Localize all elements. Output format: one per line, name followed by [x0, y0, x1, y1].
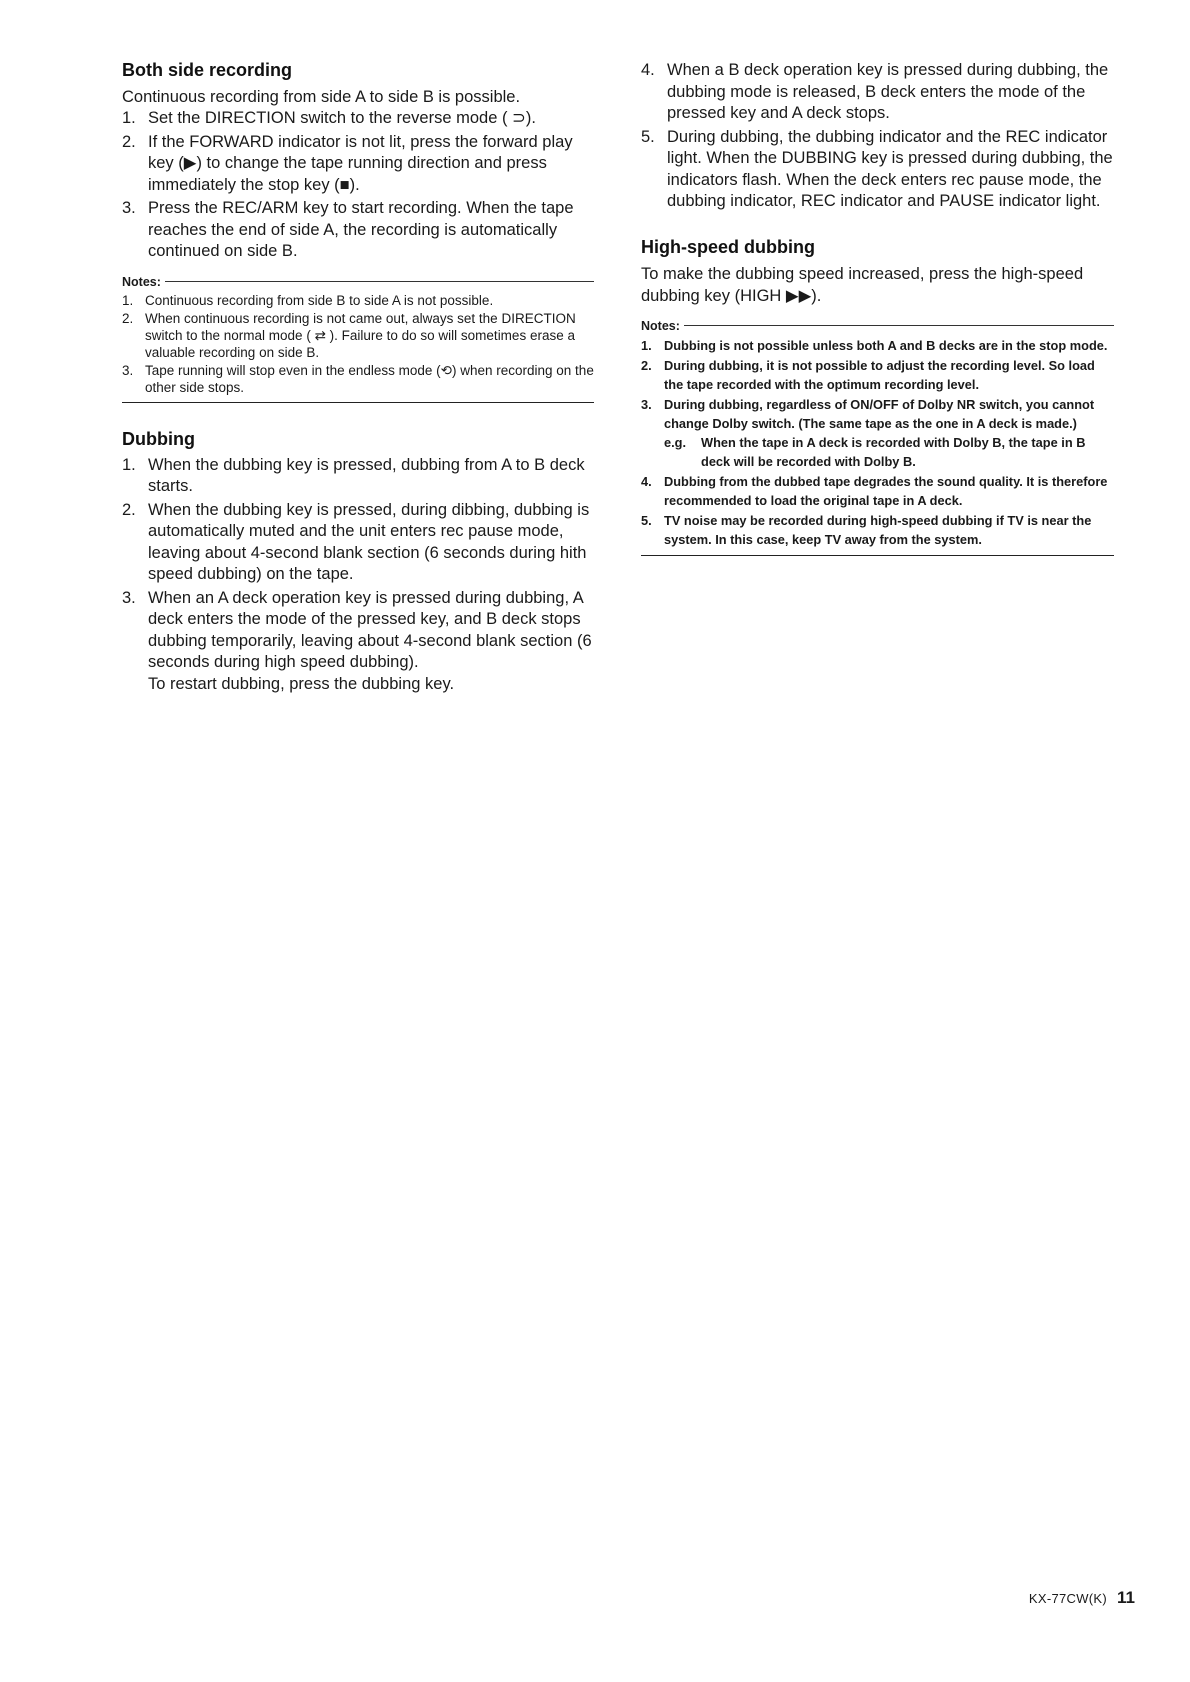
step-item: 1. When the dubbing key is pressed, dubbing from A to B deck starts. — [122, 455, 585, 495]
both-side-recording-title: Both side recording — [122, 60, 293, 80]
high-speed-dubbing-section — [641, 237, 1114, 556]
notes-rule — [165, 281, 594, 282]
step-item: 3. Press the REC/ARM key to start recording. When the tape reaches the end of side A, the recording is automatically continued on side B. — [122, 199, 574, 260]
step-item: 2. When the dubbing key is pressed, during dibbing, dubbing is automatically muted and the unit enters rec pause mode, leaving about 4-second blank section (6 seconds during hith speed dubbing) on the tape. — [122, 500, 590, 583]
right-column — [641, 60, 1114, 556]
note-item: 3. Tape running will stop even in the endless mode (⟲) when recording on the other side stops. — [122, 362, 594, 395]
dubbing-continued-section — [641, 60, 1114, 213]
both-side-steps — [122, 108, 594, 263]
note-item: 1. Continuous recording from side B to side A is not possible. — [122, 292, 494, 308]
restart-dubbing-text: To restart dubbing, press the dubbing key. — [148, 674, 455, 693]
notes-end-rule — [641, 555, 1114, 556]
note-item: 2. During dubbing, it is not possible to adjust the recording level. So load the tape recorded with the optimum recording level. — [641, 357, 1095, 392]
note-item: 2. When continuous recording is not came out, always set the DIRECTION switch to the normal mode ( ⇄ ). Failure to do so will sometimes erase a valuable recording on side B. — [122, 310, 576, 360]
note-item: 4. Dubbing from the dubbed tape degrades the sound quality. It is therefore recommended to load the original tape in A deck. — [641, 473, 1108, 508]
high-speed-dubbing-intro: To make the dubbing speed increased, press the high-speed dubbing key (HIGH ▶▶). — [641, 264, 1084, 305]
dubbing-title: Dubbing — [122, 428, 195, 449]
note-item: 3. During dubbing, regardless of ON/OFF of Dolby NR switch, you cannot change Dolby switch. (The same tape as the one in A deck is made.) e.g. When the tape in A deck is recorded with Dolby B, the tape in B deck will be recorded with Dolby B. — [641, 395, 1114, 471]
step-item: 1. Set the DIRECTION switch to the reverse mode ( ⊃). — [122, 109, 536, 127]
step-item: 5. During dubbing, the dubbing indicator and the REC indicator light. When the DUBBING key is pressed during dubbing, the indicators flash. When the deck enters rec pause mode, the dubbing indicator, REC indicator and PAUSE indicator light. — [641, 127, 1113, 210]
note-item: 1. Dubbing is not possible unless both A and B decks are in the stop mode. — [641, 337, 1108, 353]
both-side-recording-section — [122, 60, 594, 403]
both-side-recording-intro: Continuous recording from side A to side B is possible. — [122, 88, 521, 106]
page-footer — [1029, 1588, 1135, 1608]
dubbing-steps-continued — [641, 60, 1114, 213]
dubbing-steps — [122, 455, 594, 696]
page-number: 11 — [1117, 1588, 1135, 1607]
notes-list — [122, 292, 594, 396]
notes-heading: Notes: — [641, 319, 1114, 333]
step-item: 3. When an A deck operation key is pressed during dubbing, A deck enters the mode of the pressed key, and B deck stops dubbing temporarily, leaving about 4-second blank section (6 seconds during high speed dubbing). To restart dubbing, press the dubbing key. — [122, 588, 594, 696]
step-item: 2. If the FORWARD indicator is not lit, press the forward play key (▶) to change the tape running direction and press immediately the stop key (■). — [122, 132, 573, 194]
high-speed-dubbing-title: High-speed dubbing — [641, 236, 815, 257]
example-note: e.g. When the tape in A deck is recorded with Dolby B, the tape in B deck will be recorded with Dolby B. — [664, 434, 1086, 469]
note-item: 5. TV noise may be recorded during high-speed dubbing if TV is near the system. In this case, keep TV away from the system. — [641, 512, 1092, 547]
high-speed-notes — [641, 319, 1114, 556]
notes-list — [641, 336, 1114, 549]
left-column — [122, 60, 594, 697]
notes-rule — [684, 325, 1114, 326]
both-side-notes — [122, 275, 594, 403]
model-number: KX-77CW(K) — [1028, 1591, 1108, 1606]
step-item: 4. When a B deck operation key is pressed during dubbing, the dubbing mode is released, B deck enters the mode of the pressed key and A deck stops. — [641, 61, 1109, 122]
notes-heading: Notes: — [122, 275, 594, 289]
dubbing-section — [122, 429, 594, 696]
